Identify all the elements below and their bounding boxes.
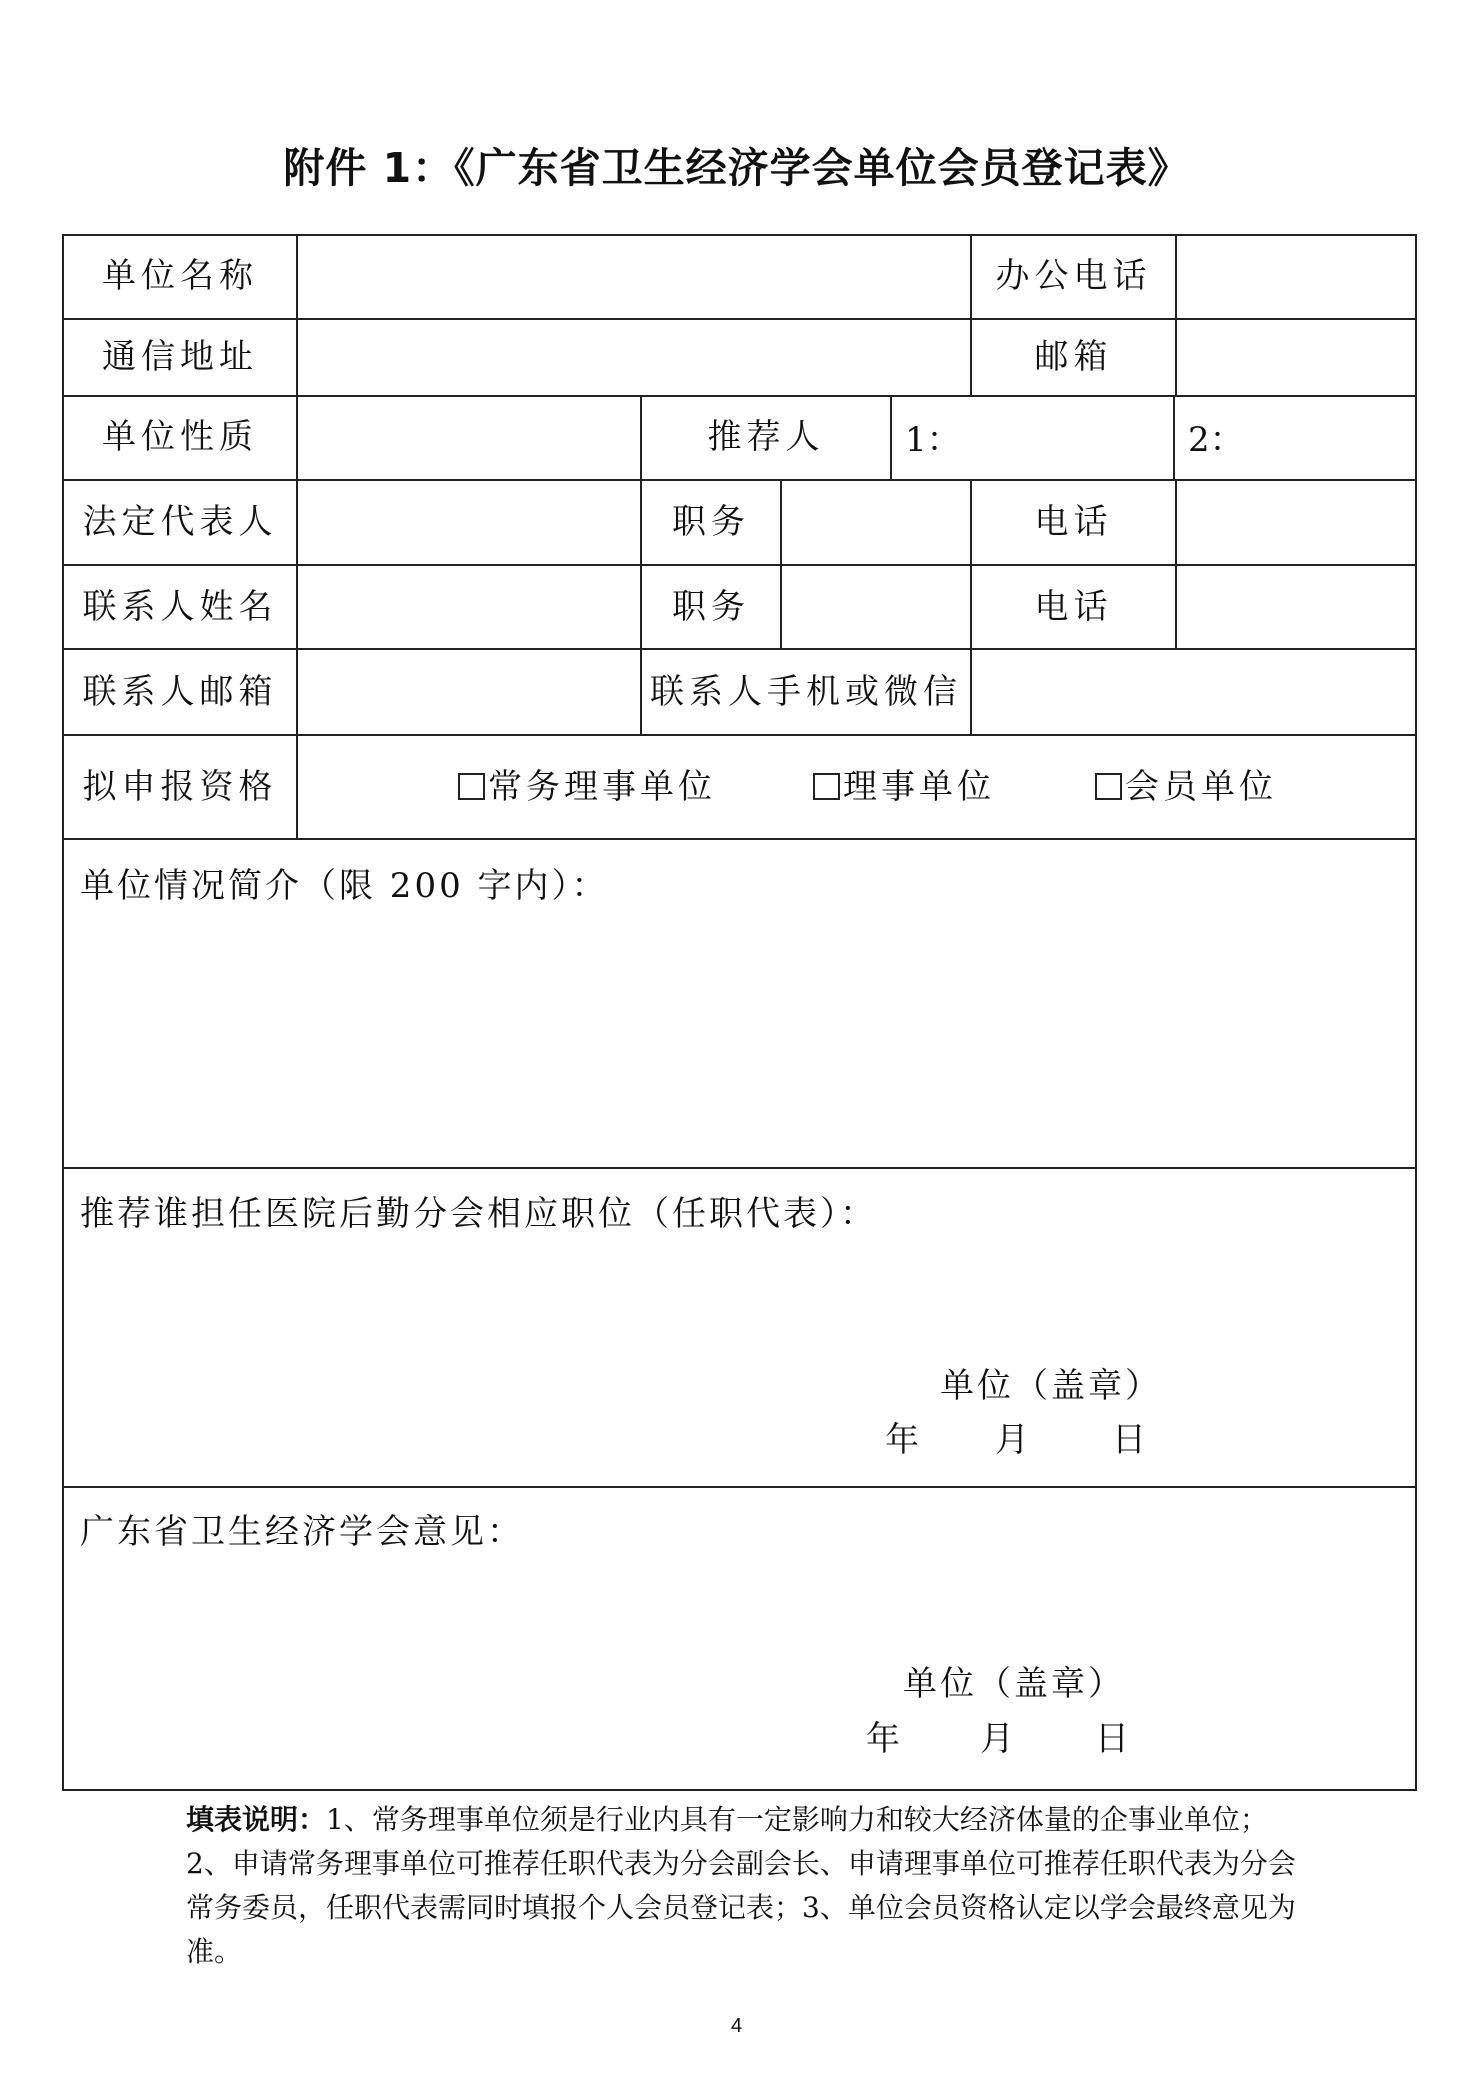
legal-rep-phone-label: 电话 (1034, 502, 1113, 542)
page-number: 4 (730, 2015, 743, 2037)
row-divider (62, 395, 1417, 397)
document-title: 附件 1：《广东省卫生经济学会单位会员登记表》 (283, 144, 1190, 192)
recommend-position-label: 推荐谁担任医院后勤分会相应职位（任职代表）： (80, 1194, 877, 1234)
qualification-option-director[interactable] (813, 767, 995, 807)
row-divider (62, 734, 1417, 736)
qualification-option-label: 理事单位 (843, 767, 995, 807)
row-divider (62, 318, 1417, 320)
date-year: 年 (885, 1420, 919, 1460)
date-year-2: 年 (866, 1719, 900, 1759)
contact-name-label: 联系人姓名 (82, 587, 278, 627)
qualification-option-label: 会员单位 (1125, 767, 1277, 807)
recommender-label: 推荐人 (707, 417, 825, 457)
row-divider (62, 648, 1417, 650)
unit-nature-label: 单位性质 (102, 417, 258, 457)
recommender-2-label: 2： (1188, 420, 1244, 460)
qualification-option-member[interactable] (1095, 767, 1277, 807)
seal-label-2: 单位（盖章） (903, 1664, 1125, 1704)
mailbox-label: 邮箱 (1034, 337, 1113, 377)
legal-rep-position-label: 职务 (672, 502, 750, 542)
table-border-bottom (62, 1789, 1417, 1791)
row-divider (62, 1486, 1417, 1488)
column-divider (890, 395, 892, 479)
notes-body: 1、常务理事单位须是行业内具有一定影响力和较大经济体量的企事业单位；2、申请常务理事单位可推荐任职代表为分会副会长、申请理事单位可推荐任职代表为分会常务委员，任职代表需同时填报个人会员登记表；3、单位会员资格认定以学会最终意见为准。 (186, 1803, 1296, 1968)
row-divider (62, 564, 1417, 566)
date-month: 月 (995, 1420, 1029, 1460)
legal-rep-label: 法定代表人 (82, 502, 278, 542)
recommender-1-label: 1： (905, 420, 961, 460)
seal-label: 单位（盖章） (940, 1366, 1162, 1406)
unit-name-label: 单位名称 (102, 256, 258, 296)
table-border-right (1415, 234, 1417, 1791)
column-divider (780, 479, 782, 648)
qualification-option-standing-director[interactable] (458, 767, 716, 807)
contact-position-label: 职务 (672, 587, 750, 627)
date-day-2: 日 (1095, 1719, 1129, 1759)
qualification-label: 拟申报资格 (82, 767, 278, 807)
notes-heading: 填表说明： (186, 1803, 327, 1836)
date-day: 日 (1112, 1420, 1146, 1460)
intro-label: 单位情况简介（限 200 字内）： (80, 866, 609, 906)
address-label: 通信地址 (102, 337, 258, 377)
contact-phone-label: 电话 (1034, 587, 1113, 627)
office-phone-label: 办公电话 (995, 256, 1152, 296)
row-divider (62, 1167, 1417, 1169)
society-opinion-label: 广东省卫生经济学会意见： (80, 1512, 524, 1552)
column-divider (970, 648, 972, 734)
checkbox-member[interactable] (1095, 773, 1122, 800)
qualification-option-label: 常务理事单位 (488, 767, 716, 807)
column-divider (1175, 479, 1177, 648)
column-divider (1175, 234, 1177, 395)
checkbox-director[interactable] (813, 773, 840, 800)
contact-email-label: 联系人邮箱 (82, 672, 278, 712)
table-border-top (62, 234, 1417, 236)
column-divider (1173, 395, 1175, 479)
table-border-left (62, 234, 64, 1791)
column-divider (296, 234, 298, 838)
checkbox-standing-director[interactable] (458, 773, 485, 800)
row-divider (62, 479, 1417, 481)
row-divider (62, 838, 1417, 840)
filling-instructions (186, 1798, 1296, 1974)
date-month-2: 月 (980, 1719, 1014, 1759)
contact-mobile-label: 联系人手机或微信 (650, 672, 962, 712)
